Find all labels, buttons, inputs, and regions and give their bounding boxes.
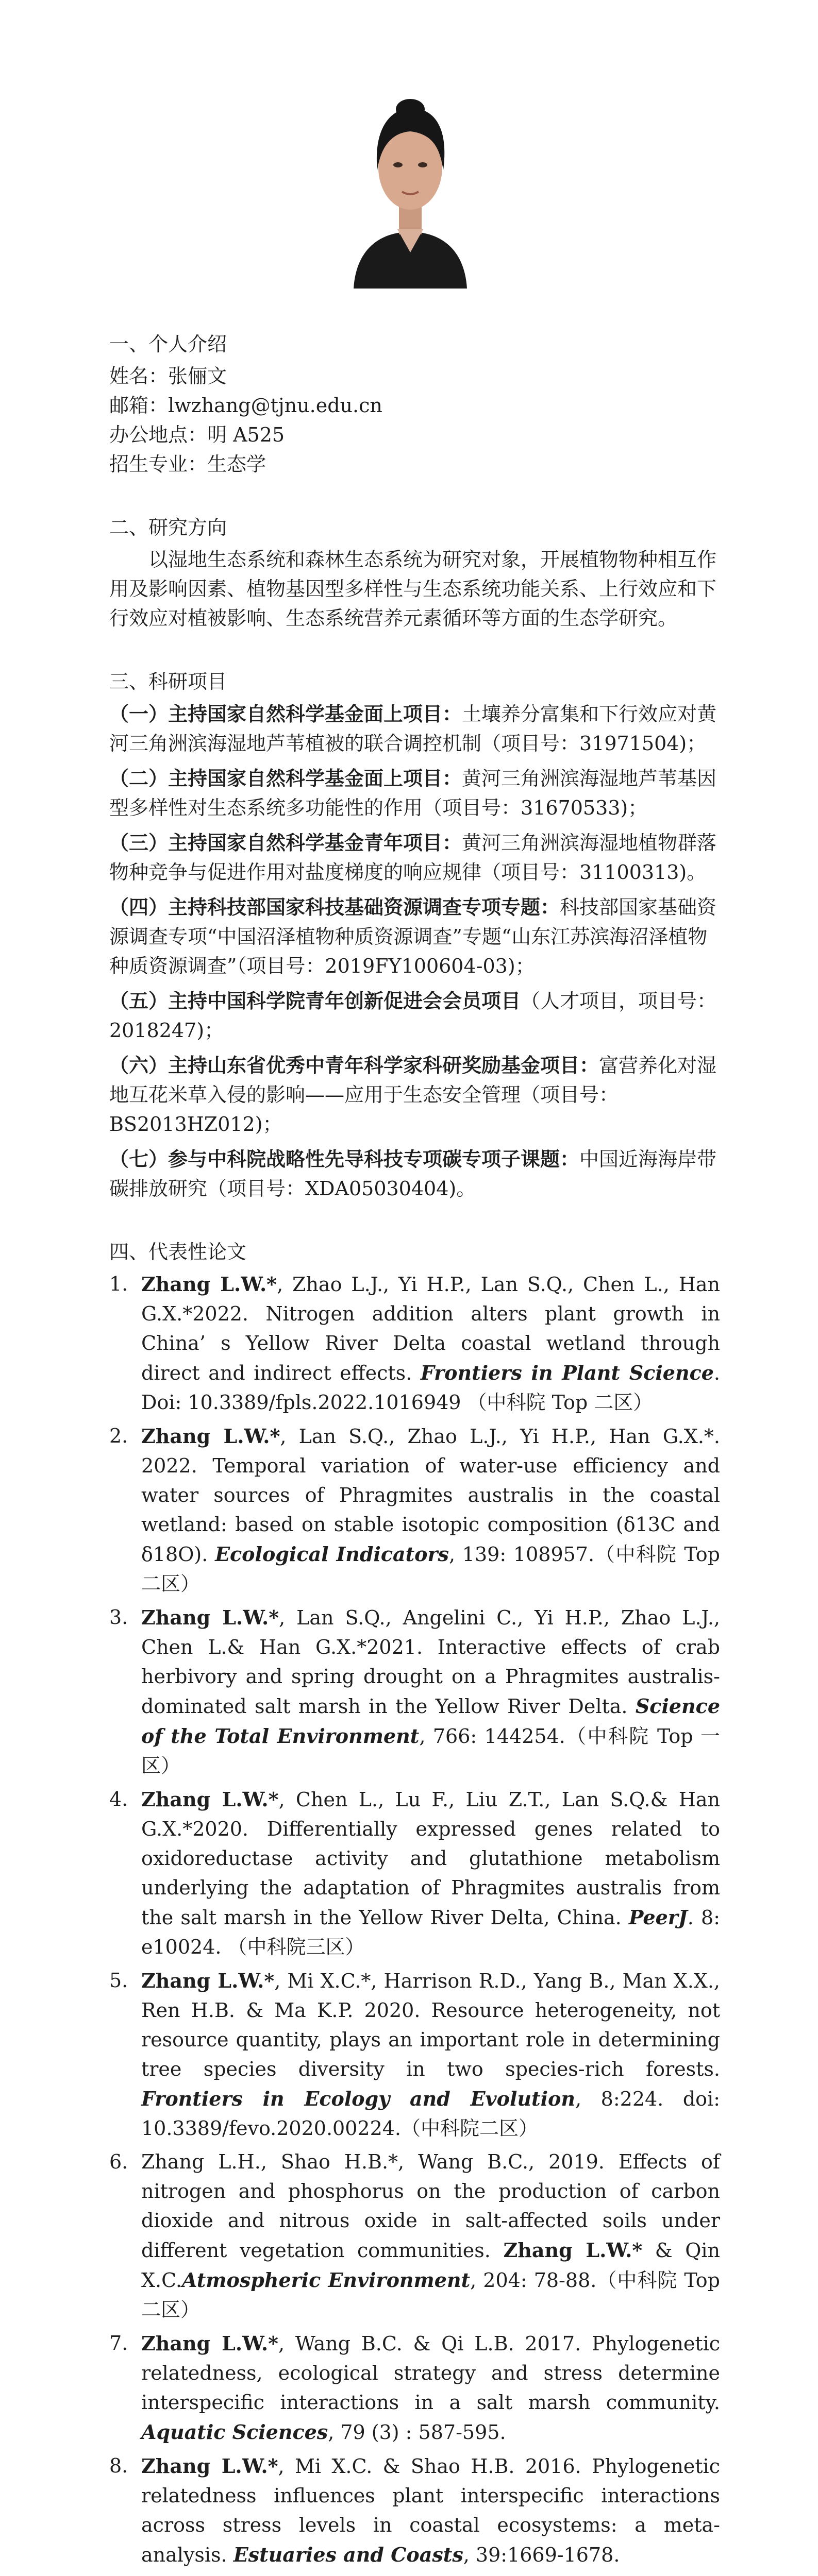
publication-number: 5. bbox=[109, 1969, 128, 1992]
project-text: 富营养化对湿地互花米草入侵的影响——应用于生态安全管理（项目号：BS2013HZ012)； bbox=[109, 1054, 717, 1136]
research-section bbox=[109, 513, 720, 633]
project-text: 黄河三角洲滨海湿地植物群落物种竞争与促进作用对盐度梯度的响应规律（项目号：31100313)。 bbox=[109, 832, 717, 884]
email-line: 邮箱：lwzhang@tjnu.edu.cn bbox=[109, 394, 382, 417]
project-text: 土壤养分富集和下行效应对黄河三角洲滨海湿地芦苇植被的联合调控机制（项目号：31971504)； bbox=[109, 703, 717, 755]
project-title: （六）主持山东省优秀中青年科学家科研奖励基金项目： bbox=[109, 1054, 599, 1077]
publication-lead-author: Zhang L.W.* bbox=[141, 1273, 277, 1296]
project-item bbox=[109, 699, 720, 758]
publication-details: . Doi: 10.3389/fpls.2022.1016949 （中科院 Top 二区） bbox=[141, 1362, 720, 1414]
publication-journal: Estuaries and Coasts bbox=[233, 2543, 463, 2566]
publication-coauthors: & Qin X.C. bbox=[141, 2239, 721, 2292]
publication-details: , 39:1669-1678. bbox=[463, 2544, 620, 2566]
publication-coauthors: , Lan S.Q., Zhao L.J., Yi H.P., Han G.X.* bbox=[280, 1425, 714, 1448]
publication-number: 2. bbox=[109, 1425, 128, 1447]
project-item bbox=[109, 986, 720, 1045]
publication-coauthors: , Zhao L.J., Yi H.P., Lan S.Q., Chen L., Han G.X.* bbox=[141, 1273, 720, 1325]
publication-title: 2020. Resource heterogeneity, not resource quantity, plays an important role in determining tree species diversity in two species-rich forests. bbox=[141, 1999, 720, 2080]
publication-number: 1. bbox=[109, 1273, 128, 1295]
project-text: 科技部国家基础资源调查专项“中国沼泽植物种质资源调查”专题“山东江苏滨海沼泽植物种质资源调查”（项目号：2019FY100604-03)； bbox=[109, 896, 717, 977]
project-title: （二）主持国家自然科学基金面上项目： bbox=[109, 767, 462, 790]
publication-details: . 8: e10024. （中科院三区） bbox=[141, 1906, 721, 1958]
publication-title: Zhang L.H., Shao H.B.*, Wang B.C., 2019. Effects of nitrogen and phosphorus on the production of carbon dioxide and nitrous oxide in salt-affected soils under different vegetation communities. bbox=[141, 2150, 720, 2262]
publication-journal: Frontiers in Plant Science bbox=[420, 1361, 714, 1384]
publication-item bbox=[109, 2451, 720, 2570]
major-line: 招生专业：生态学 bbox=[109, 453, 266, 476]
publication-number: 4. bbox=[109, 1788, 128, 1810]
personal-info-section bbox=[109, 330, 720, 479]
project-item bbox=[109, 764, 720, 823]
publication-journal: Atmospheric Environment bbox=[181, 2268, 471, 2292]
project-text: （人才项目，项目号： 2018247)； bbox=[109, 990, 717, 1042]
publication-coauthors: , Mi X.C. & Shao H.B. bbox=[278, 2455, 515, 2478]
publication-item bbox=[109, 2574, 720, 2576]
project-item bbox=[109, 892, 720, 981]
project-title: （七）参与中科院战略性先导科技专项碳专项子课题： bbox=[109, 1147, 580, 1171]
publication-lead-author: Zhang L.W.* bbox=[141, 2332, 278, 2355]
publication-coauthors: , Lan S.Q., Angelini C., Yi H.P., Zhao L.J., Chen L.& Han G.X.* bbox=[141, 1606, 720, 1658]
publication-item bbox=[109, 2329, 720, 2447]
publication-item bbox=[109, 1269, 720, 1417]
publication-coauthors: , Wang B.C. & Qi L.B. bbox=[278, 2332, 514, 2355]
publication-item bbox=[109, 2147, 720, 2325]
publication-number: 8. bbox=[109, 2454, 128, 2477]
publication-title: 2017. Phylogenetic relatedness, ecological strategy and stress determine interspecific interactions in a salt marsh community. bbox=[141, 2332, 721, 2414]
publication-lead-author: Zhang L.W.* bbox=[141, 1425, 280, 1448]
project-item bbox=[109, 1144, 720, 1204]
project-title: （一）主持国家自然科学基金面上项目： bbox=[109, 702, 462, 725]
publication-lead-author: Zhang L.W.* bbox=[503, 2239, 643, 2262]
publication-item bbox=[109, 1603, 720, 1781]
profile-photo bbox=[333, 77, 488, 289]
publication-journal: Ecological Indicators bbox=[215, 1543, 449, 1566]
publications-heading: 四、代表性论文 bbox=[109, 1241, 247, 1263]
publication-details: , 766: 144254.（中科院 Top 一区） bbox=[141, 1725, 720, 1777]
publication-coauthors: , Chen L., Lu F., Liu Z.T., Lan S.Q.& Han G.X.* bbox=[141, 1788, 721, 1840]
office-line: 办公地点：明 A525 bbox=[109, 423, 285, 446]
publication-item bbox=[109, 1785, 720, 1962]
projects-heading: 三、科研项目 bbox=[109, 670, 227, 693]
project-title: （四）主持科技部国家科技基础资源调查专项专题： bbox=[109, 895, 560, 919]
publication-number: 6. bbox=[109, 2150, 128, 2173]
project-title: （三）主持国家自然科学基金青年项目： bbox=[109, 831, 462, 854]
publication-title: 2022. Nitrogen addition alters plant growth in China’ s Yellow River Delta coastal wetland through direct and indirect effects. bbox=[141, 1302, 720, 1384]
publication-title: 2021. Interactive effects of crab herbivory and spring drought on a Phragmites australis-dominated salt marsh in the Yellow River Delta. bbox=[141, 1636, 720, 1718]
publication-number: 3. bbox=[109, 1606, 128, 1629]
publication-number: 7. bbox=[109, 2332, 128, 2354]
publication-details: , 8:224. doi: 10.3389/fevo.2020.00224.（中科院二区） bbox=[141, 2088, 720, 2140]
publication-title: 2016. Phylogenetic relatedness influences plant interspecific interactions across stress levels in coastal ecosystems: a meta-analysis. bbox=[141, 2455, 720, 2566]
publication-title: 2020. Differentially expressed genes related to oxidoreductase activity and glutathione metabolism underlying the adaptation of Phragmites australis from the salt marsh in the Yellow River Delta, China. bbox=[141, 1818, 720, 1929]
publication-number bbox=[109, 2574, 141, 2576]
project-title: （五）主持中国科学院青年创新促进会会员项目 bbox=[109, 989, 521, 1012]
publication-coauthors: , Mi X.C.*, Harrison R.D., Yang B., Man X.X., Ren H.B. & Ma K.P. bbox=[141, 1970, 720, 2022]
publication-lead-author: Zhang L.W.* bbox=[141, 1788, 279, 1811]
project-text: 中国近海海岸带碳排放研究（项目号：XDA05030404)。 bbox=[109, 1148, 717, 1200]
profile-document bbox=[109, 330, 720, 2576]
publication-lead-author: Zhang L.W.* bbox=[141, 2454, 278, 2478]
research-heading: 二、研究方向 bbox=[109, 516, 227, 539]
name-line: 姓名：张俪文 bbox=[109, 365, 227, 387]
publication-details: , 79 (3) : 587-595. bbox=[328, 2421, 506, 2444]
publication-details: , 204: 78-88.（中科院 Top 二区） bbox=[141, 2269, 720, 2321]
publication-journal: PeerJ bbox=[628, 1906, 688, 1929]
publications-section bbox=[109, 1238, 720, 2576]
personal-info-heading: 一、个人介绍 bbox=[109, 333, 227, 355]
publication-item bbox=[109, 1421, 720, 1599]
publication-journal: Aquatic Sciences bbox=[141, 2420, 328, 2444]
projects-section bbox=[109, 667, 720, 1204]
project-item bbox=[109, 1050, 720, 1139]
publication-journal: Science of the Total Environment bbox=[141, 1694, 720, 1748]
publication-title: . 2022. Temporal variation of water-use efficiency and water sources of Phragmites australis in the coastal wetland: based on stable isotopic composition (δ13C and δ18O). bbox=[141, 1425, 720, 1566]
project-item bbox=[109, 828, 720, 887]
publication-details: , 139: 108957.（中科院 Top 二区） bbox=[141, 1543, 721, 1595]
research-text: 以湿地生态系统和森林生态系统为研究对象，开展植物物种相互作用及影响因素、植物基因型多样性与生态系统功能关系、上行效应和下行效应对植被影响、生态系统营养元素循环等方面的生态学研究。 bbox=[109, 548, 717, 630]
publication-journal: Frontiers in Ecology and Evolution bbox=[141, 2087, 575, 2110]
publication-lead-author: Zhang L.W.* bbox=[141, 1969, 275, 1992]
publication-lead-author: Zhang L.W.* bbox=[141, 1606, 279, 1629]
project-text: 黄河三角洲滨海湿地芦苇基因型多样性对生态系统多功能性的作用（项目号：31670533)； bbox=[109, 767, 717, 819]
publication-item bbox=[109, 1966, 720, 2143]
